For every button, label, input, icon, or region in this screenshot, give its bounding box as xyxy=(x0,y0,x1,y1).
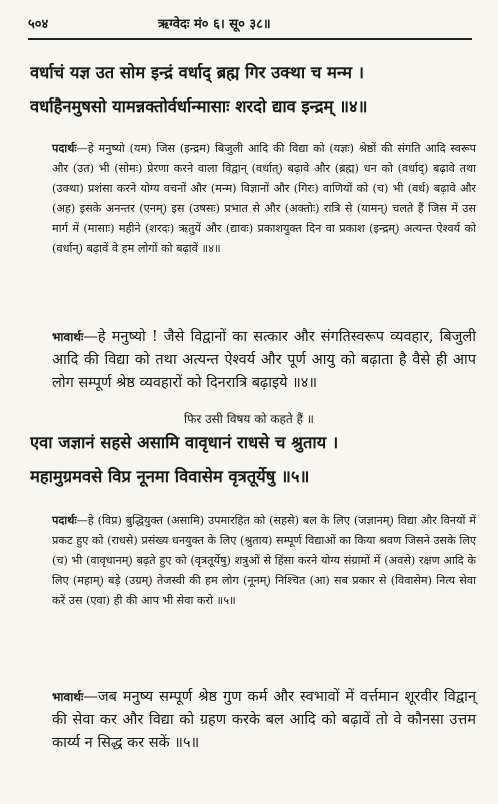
bhavartha-1 xyxy=(52,326,476,395)
verse-2-line-1: एवा जज्ञानं सहसे असामि वावृधानं राधसे च श्रुताय । xyxy=(30,433,339,452)
bhavartha-text: —हे मनुष्यो ! जैसे विद्वानों का सत्कार और संगतिस्वरूप व्यवहार, बिजुली आदि की विद्या को तथा अत्यन्त ऐश्वर्य और पूर्ण आयु को बढ़ाता है वैसे ही आप लोग सम्पूर्ण श्रेष्ठ व्यवहारों को दिनरात्रि बढ़ाइये ॥४॥ xyxy=(52,329,476,391)
bhavartha-label: भावार्थः xyxy=(52,690,84,704)
padartha-text: —हे (विप्र) बुद्धियुक्त (असामि) उपमारहित को (सहसे) बल के लिए (जज्ञानम्) विद्या और विनयों में प्रकट हुए को (राधसे) प्रसंख्य धनयुक्त के लिए (श्रुताय) सम्पूर्ण विद्याओं का किया श्रवण जिसने उसके लिए (च) भी (वावृधानम्) बढ़ते हुए को (वृत्रतूर्येषु) शत्रुओं से हिंसा करने योग्य संग्रामों में (अवसे) रक्षण आदि के लिए (महाम्) बड़े (उग्रम्) तेजस्वी की हम लोग (नूनम्) निश्चित (आ) सब प्रकार से (विवासेम) नित्य सेवा करें उस (एवा) ही की आप भी सेवा करो ॥५॥ xyxy=(52,514,476,607)
bhavartha-text: —जब मनुष्य सम्पूर्ण श्रेष्ठ गुण कर्म और स्वभावों में वर्त्तमान शूरवीर विद्वान् की सेवा कर और विद्या को ग्रहण करके बल आदि को बढ़ावें तो वे कौनसा उत्तम कार्य्य न सिद्ध कर सकें ॥५॥ xyxy=(52,689,476,751)
padartha-1 xyxy=(52,138,476,259)
subject-note: फिर उसी विषय को कहते हैं ॥ xyxy=(184,412,314,426)
padartha-label: पदार्थः xyxy=(52,141,77,155)
header-rule xyxy=(28,38,472,40)
verse-1-line-2: वर्धाहैनमुषसो यामन्नक्तोर्वर्धान्मासाः शरदो द्याव इन्द्रम् ॥४॥ xyxy=(30,97,368,116)
padartha-2 xyxy=(52,510,476,611)
page-number: ५०४ xyxy=(28,17,49,32)
bhavartha-label: भावार्थः xyxy=(52,330,84,344)
page-header xyxy=(28,14,472,36)
bhavartha-2 xyxy=(52,686,476,755)
running-reference: ऋग्वेदः मं० ६। सू० ३८॥ xyxy=(158,17,271,32)
verse-1-line-1: वर्धाचं यज्ञ उत सोम इन्द्रं वर्धाद् ब्रह्म गिर उक्था च मन्म । xyxy=(30,63,365,82)
padartha-text: —हे मनुष्यो (यम) जिस (इन्द्रम) बिजुली आदि की विद्या को (यज्ञः) श्रेष्ठों की संगति आदि स्वरूप और (उत) भी (सोमः) प्रेरणा करने वाला विद्वान् (वर्धात्) बढ़ावे और (ब्रह्म) धन को (वर्धाद्) बढ़ावे तथा (उक्था) प्रशंसा करने योग्य वचनों और (मन्म) विज्ञानों और (गिरः) वाणियों को (च) भी (वर्ध) बढ़ावे और (अह) इसके अनन्तर (एनम्) इस (उषसः) प्रभात से और (अक्तोः) रात्रि से (यामन्) चलते हैं जिस में उस मार्ग में (मासाः) महीने (शरदः) ऋतुयें और (द्यावः) प्रकाशयुक्त दिन वा प्रकाश (इन्द्रम्) अत्यन्त ऐश्वर्य को (वर्धान्) बढ़ावें वे हम लोगों को बढ़ावें ॥४॥ xyxy=(52,142,476,255)
verse-2-line-2: महामुग्रमवसे विप्र नूनमा विवासेम वृत्रतूर्येषु ॥५॥ xyxy=(30,467,310,486)
padartha-label: पदार्थः xyxy=(52,513,77,527)
